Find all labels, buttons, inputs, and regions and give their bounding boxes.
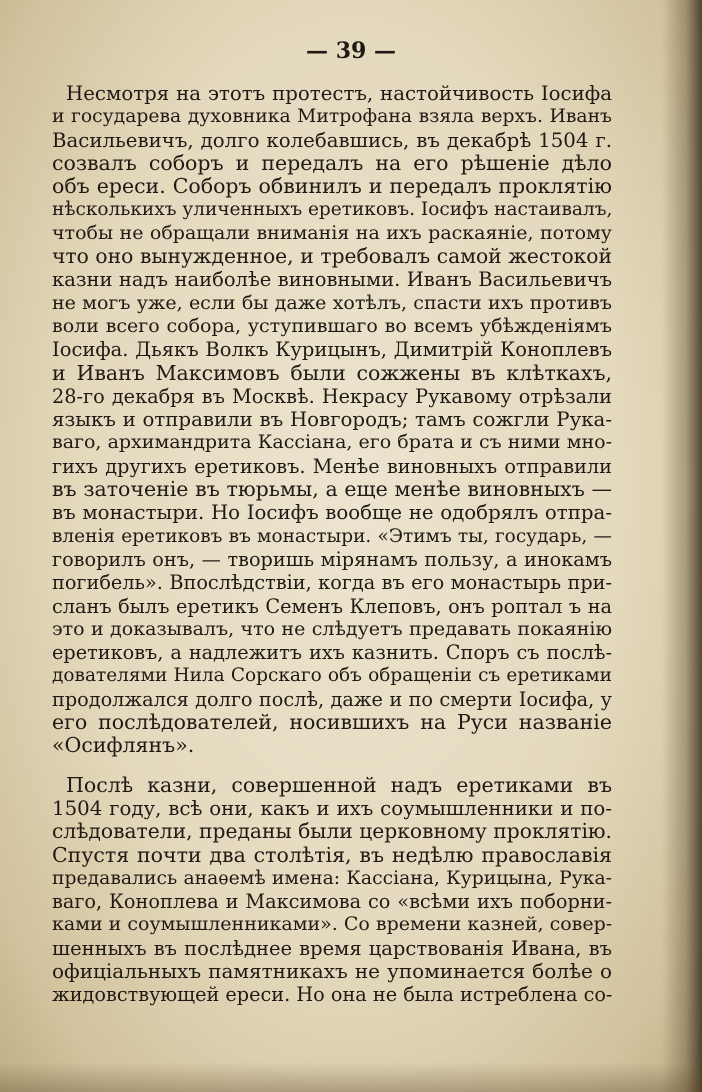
text-line: сланъ былъ еретикъ Семенъ Клеповъ, онъ роптал ъ на [52,594,612,618]
text-line: вленія еретиковъ въ монастыри. «Этимъ ты, государь, — [52,525,612,547]
text-line: объ ереси. Соборъ обвинилъ и передалъ проклятію [52,174,612,199]
text-line: гихъ другихъ еретиковъ. Менѣе виновныхъ отправили [52,454,612,478]
body-text [52,82,612,1007]
paragraph-1 [52,82,612,758]
text-line: это и доказывалъ, что не слѣдуетъ предавать покаянію [52,617,612,640]
text-line: въ заточеніе въ тюрьмы, а еще менѣе виновныхъ — [52,477,612,502]
text-line: въ монастыри. Но Іосифъ вообще не одобрялъ отпра- [52,501,612,525]
text-line: ваго, архимандрита Кассіана, его брата и съ ними мно- [52,431,612,454]
page-bottom-shadow [0,1062,702,1092]
paragraph-2 [52,774,612,1007]
text-line: жидовствующей ереси. Но она не была истреблена со- [52,983,613,1007]
text-line: языкъ и отправили въ Новгородъ; тамъ сожгли Рука- [52,408,612,432]
text-line: 1504 году, всѣ они, какъ и ихъ соумышленники и по- [52,796,612,820]
text-line: чтобы не обращали вниманія на ихъ раскаяніе, потому [52,221,612,244]
text-line: продолжался долго послѣ, даже и по смерти Іосифа, у [52,687,612,711]
text-line: его послѣдователей, носившихъ на Руси названіе [52,710,612,735]
text-line: слѣдователи, преданы были церковному проклятію. [52,819,612,844]
text-line: нѣсколькихъ уличенныхъ еретиковъ. Іосифъ настаивалъ, [52,199,613,221]
text-line: шенныхъ въ послѣднее время царствованія Ивана, въ [52,936,612,960]
text-line: еретиковъ, а надлежитъ ихъ казнить. Споръ съ послѣ- [52,641,612,665]
text-line: офиціальныхъ памятникахъ не упоминается болѣе о [52,958,612,983]
page-edge-shadow [662,0,702,1092]
text-line: и государева духовника Митрофана взяла верхъ. Иванъ [52,106,612,128]
text-line: дователями Нила Сорскаго объ обращеніи съ еретиками [52,665,612,687]
text-line: Послѣ казни, совершенной надъ еретиками въ [66,772,612,797]
text-line: Васильевичъ, долго колебавшись, въ декабрѣ 1504 г. [52,128,612,152]
text-line: и Иванъ Максимовъ были сожжены въ клѣткахъ, [52,360,612,385]
text-line: Несмотря на этотъ протестъ, настойчивость Іосифа [66,82,612,105]
text-line: что оно вынужденное, и требовалъ самой жестокой [52,244,612,269]
text-line: 28-го декабря въ Москвѣ. Некрасу Рукавому отрѣзали [52,384,612,408]
text-line: «Осифлянъ». [52,733,195,758]
page-number: — 39 — [306,38,396,64]
text-line: ваго, Коноплева и Максимова со «всѣми ихъ поборни- [52,890,612,914]
text-line: погибель». Впослѣдствіи, когда въ его монастырь при- [52,571,612,595]
text-line: не могъ уже, если бы даже хотѣлъ, спасти ихъ противъ [52,291,612,314]
text-line: предавались анаѳемѣ имена: Кассіана, Курицына, Рука- [52,867,612,889]
text-line: Спустя почти два столѣтія, въ недѣлю православія [52,842,612,867]
text-line: воли всего собора, уступившаго во всемъ убѣжденіямъ [52,314,612,337]
text-line: ками и соумышленниками». Со времени казней, совер- [52,913,613,936]
text-line: говорилъ онъ, — творишь мірянамъ пользу, а инокамъ [52,547,612,571]
text-line: Іосифа. Дьякъ Волкъ Курицынъ, Димитрій Коноплевъ [52,338,612,362]
text-line: казни надъ наиболѣе виновными. Иванъ Васильевичъ [52,268,612,292]
text-line: созвалъ соборъ и передалъ на его рѣшеніе дѣло [52,150,612,175]
